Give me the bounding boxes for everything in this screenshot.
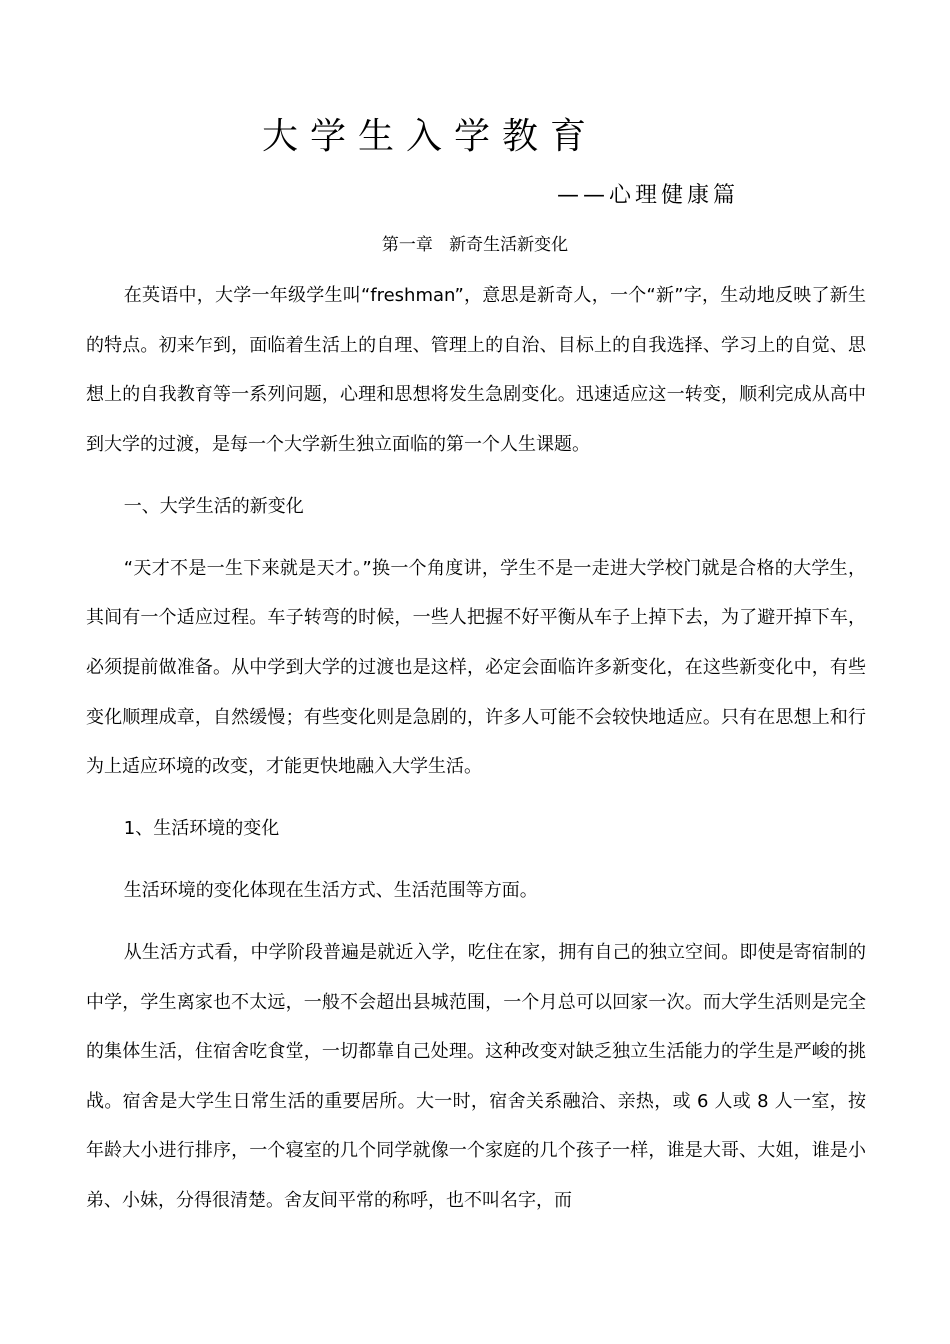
- paragraph-adaptation: “天才不是一生下来就是天才。”换一个角度讲，学生不是一走进大学校门就是合格的大学生，其间有一个适应过程。车子转弯的时候，一些人把握不好平衡从车子上掉下去，为了避开掉下车，必须提前做准备。从中学到大学的过渡也是这样，必定会面临许多新变化，在这些新变化中，有些变化顺理成章，自然缓慢；有些变化则是急剧的，许多人可能不会较快地适应。只有在思想上和行为上适应环境的改变，才能更快地融入大学生活。: [86, 557, 866, 778]
- document-title: 大学生入学教育: [262, 116, 599, 157]
- paragraph-intro: 在英语中，大学一年级学生叫“freshman”，意思是新奇人，一个“新”字，生动地反映了新生的特点。初来乍到，面临着生活上的自理、管理上的自治、目标上的自我选择、学习上的自觉、思想上的自我教育等一系列问题，心理和思想将发生急剧变化。迅速适应这一转变，顺利完成从高中到大学的过渡，是每一个大学新生独立面临的第一个人生课题。: [86, 285, 866, 455]
- chapter-heading: 第一章 新奇生活新变化: [381, 235, 569, 255]
- subsection-heading: 1、生活环境的变化: [123, 818, 280, 840]
- document-body: [86, 271, 866, 1238]
- paragraph-environment-summary: 生活环境的变化体现在生活方式、生活范围等方面。: [123, 880, 538, 902]
- document-subtitle: ——心理健康篇: [557, 183, 740, 208]
- paragraph-lifestyle: 从生活方式看，中学阶段普遍是就近入学，吃住在家，拥有自己的独立空间。即使是寄宿制的中学，学生离家也不太远，一般不会超出县城范围，一个月总可以回家一次。而大学生活则是完全的集体生活，住宿舍吃食堂，一切都靠自己处理。这种改变对缺乏独立生活能力的学生是严峻的挑战。宿舍是大学生日常生活的重要居所。大一时，宿舍关系融洽、亲热，或 6 人或 8 人一室，按年龄大小进行排序，一个寝室的几个同学就像一个家庭的几个孩子一样，谁是大哥、大姐，谁是小弟、小妹，分得很清楚。舍友间平常的称呼，也不叫名字，而: [86, 942, 866, 1212]
- section-heading: 一、大学生活的新变化: [123, 495, 304, 517]
